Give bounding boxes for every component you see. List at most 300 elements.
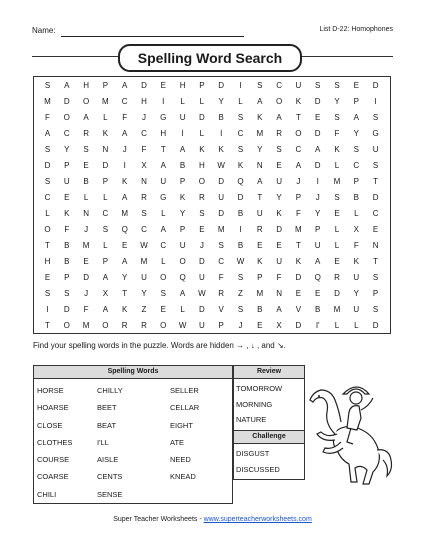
spelling-word: HOARSE xyxy=(37,403,69,413)
grid-letter: A xyxy=(122,257,128,266)
grid-letter: L xyxy=(83,193,89,202)
grid-letter: G xyxy=(160,193,167,202)
spelling-words-header: Spelling Words xyxy=(34,366,232,379)
grid-letter: S xyxy=(372,273,379,282)
grid-letter: A xyxy=(83,113,89,122)
grid-letter: F xyxy=(276,273,282,282)
grid-letter: K xyxy=(353,257,359,266)
grid-letter: D xyxy=(295,321,302,330)
grid-letter: O xyxy=(275,97,283,106)
grid-letter: B xyxy=(218,113,224,122)
grid-letter: R xyxy=(83,129,89,138)
grid-letter: J xyxy=(315,193,320,202)
grid-letter: Y xyxy=(276,193,282,202)
spelling-word: CLOTHES xyxy=(37,437,73,447)
grid-letter: S xyxy=(44,177,51,186)
grid-letter: C xyxy=(141,225,147,234)
grid-letter: K xyxy=(257,257,263,266)
grid-letter: A xyxy=(64,81,70,90)
grid-letter: H xyxy=(44,257,51,266)
grid-letter: P xyxy=(64,273,70,282)
grid-letter: Q xyxy=(237,177,244,186)
grid-letter: I xyxy=(374,97,377,106)
spelling-words-body xyxy=(34,379,232,503)
grid-row xyxy=(34,286,390,302)
grid-row xyxy=(34,206,390,222)
grid-letter: E xyxy=(44,273,51,282)
footer-link[interactable]: www.superteacherworksheets.com xyxy=(203,516,312,523)
grid-letter: P xyxy=(179,225,186,234)
grid-letter: O xyxy=(198,177,205,186)
grid-letter: E xyxy=(257,321,263,330)
grid-row xyxy=(34,270,390,286)
grid-letter: T xyxy=(373,257,379,266)
grid-letter: D xyxy=(237,193,244,202)
grid-letter: B xyxy=(179,161,186,170)
grid-row xyxy=(34,238,390,254)
grid-letter: A xyxy=(122,193,128,202)
grid-letter: M xyxy=(256,289,264,298)
grid-letter: I xyxy=(220,129,223,138)
grid-letter: H xyxy=(141,97,147,106)
page-footer xyxy=(0,516,425,523)
grid-row xyxy=(34,110,390,126)
grid-letter: Z xyxy=(141,305,147,314)
grid-letter: Z xyxy=(238,289,243,298)
grid-row xyxy=(34,126,390,142)
grid-letter: L xyxy=(103,241,108,250)
grid-letter: D xyxy=(276,225,282,234)
grid-letter: Y xyxy=(315,209,321,218)
grid-letter: B xyxy=(64,241,70,250)
grid-letter: R xyxy=(141,321,147,330)
grid-letter: R xyxy=(334,273,340,282)
grid-letter: B xyxy=(315,305,321,314)
grid-letter: B xyxy=(83,177,89,186)
grid-letter: C xyxy=(237,129,244,138)
grid-letter: S xyxy=(102,225,109,234)
grid-letter: A xyxy=(257,97,263,106)
grid-letter: T xyxy=(295,241,301,250)
grid-letter: K xyxy=(276,209,282,218)
grid-letter: U xyxy=(199,273,205,282)
grid-letter: D xyxy=(199,257,205,266)
grid-letter: E xyxy=(353,81,359,90)
grid-letter: X xyxy=(353,225,359,234)
spelling-words-table xyxy=(33,365,233,504)
grid-letter: I xyxy=(46,305,49,314)
grid-letter: H xyxy=(160,129,167,138)
grid-letter: O xyxy=(160,321,167,330)
grid-letter: O xyxy=(63,321,70,330)
grid-letter: F xyxy=(83,305,89,314)
review-word: MORNING xyxy=(236,399,273,409)
grid-letter: T xyxy=(373,177,379,186)
grid-letter: R xyxy=(141,193,147,202)
spelling-word: I'LL xyxy=(97,437,109,447)
spelling-word: BEAT xyxy=(97,420,117,430)
grid-row xyxy=(34,302,390,318)
grid-letter: D xyxy=(141,81,147,90)
grid-letter: T xyxy=(257,193,263,202)
grid-letter: K xyxy=(334,145,340,154)
grid-letter: P xyxy=(353,97,359,106)
grid-letter: T xyxy=(45,241,50,250)
grid-letter: U xyxy=(218,193,225,202)
spelling-word: SELLER xyxy=(170,386,199,395)
grid-row xyxy=(34,190,390,206)
grid-letter: S xyxy=(218,241,224,250)
grid-letter: E xyxy=(276,161,282,170)
grid-letter: P xyxy=(102,257,109,266)
grid-letter: A xyxy=(122,81,128,90)
grid-letter: S xyxy=(315,81,321,90)
grid-letter: N xyxy=(256,161,263,170)
grid-letter: F xyxy=(45,113,50,122)
grid-letter: S xyxy=(372,113,379,122)
grid-letter: W xyxy=(217,161,225,170)
grid-letter: R xyxy=(276,129,282,138)
grid-letter: M xyxy=(333,305,341,314)
page-header xyxy=(32,26,393,40)
spelling-word: COARSE xyxy=(37,472,69,482)
grid-letter: A xyxy=(102,273,109,282)
grid-letter: A xyxy=(44,129,51,138)
grid-letter: Y xyxy=(141,289,147,298)
grid-letter: P xyxy=(353,177,359,186)
grid-letter: I xyxy=(162,97,165,106)
grid-letter: P xyxy=(218,321,224,330)
grid-letter: C xyxy=(353,161,360,170)
grid-letter: U xyxy=(63,177,70,186)
grid-letter: U xyxy=(276,257,282,266)
grid-letter: D xyxy=(63,305,70,314)
grid-letter: W xyxy=(236,257,245,266)
grid-letter: O xyxy=(44,225,51,234)
grid-letter: U xyxy=(199,321,205,330)
grid-letter: S xyxy=(44,289,51,298)
grid-letter: E xyxy=(257,241,263,250)
review-header: Review xyxy=(234,366,304,379)
grid-letter: V xyxy=(218,305,224,314)
spelling-word: HORSE xyxy=(37,386,64,395)
grid-letter: E xyxy=(122,241,128,250)
grid-letter: S xyxy=(64,289,70,298)
grid-letter: O xyxy=(179,257,186,266)
challenge-word: DISCUSSED xyxy=(236,464,280,474)
grid-letter: E xyxy=(83,257,89,266)
grid-letter: E xyxy=(199,225,205,234)
grid-letter: L xyxy=(334,321,340,330)
grid-letter: U xyxy=(372,145,379,154)
grid-letter: M xyxy=(102,97,109,106)
grid-letter: D xyxy=(218,177,225,186)
grid-letter: F xyxy=(141,145,147,154)
grid-letter: T xyxy=(160,145,166,154)
grid-letter: V xyxy=(295,305,302,314)
grid-letter: I xyxy=(239,81,242,90)
grid-letter: K xyxy=(199,145,205,154)
grid-letter: X xyxy=(102,289,109,298)
spelling-word: SENSE xyxy=(97,489,123,499)
grid-letter: L xyxy=(103,113,108,122)
grid-letter: E xyxy=(160,305,166,314)
grid-letter: K xyxy=(257,113,263,122)
grid-letter: Y xyxy=(257,145,263,154)
grid-letter: P xyxy=(179,177,186,186)
grid-letter: U xyxy=(179,241,186,250)
grid-letter: C xyxy=(63,129,70,138)
cowgirl-horse-illustration xyxy=(307,372,397,487)
grid-letter: F xyxy=(64,225,70,234)
grid-letter: U xyxy=(256,209,263,218)
grid-letter: M xyxy=(333,177,341,186)
grid-letter: Q xyxy=(179,273,186,282)
grid-letter: F xyxy=(218,273,224,282)
horse-head xyxy=(310,390,341,434)
grid-letter: A xyxy=(179,145,186,154)
grid-letter: S xyxy=(160,289,166,298)
grid-letter: M xyxy=(44,97,51,106)
grid-letter: L xyxy=(354,209,359,218)
grid-letter: R xyxy=(121,321,128,330)
grid-letter: L xyxy=(180,97,185,106)
grid-letter: L xyxy=(161,209,166,218)
grid-row xyxy=(34,78,390,94)
grid-letter: E xyxy=(315,289,321,298)
grid-letter: L xyxy=(45,209,50,218)
grid-letter: J xyxy=(199,241,204,250)
grid-letter: K xyxy=(122,305,128,314)
grid-letter: E xyxy=(276,241,282,250)
review-word: TOMORROW xyxy=(236,384,283,393)
rider-body xyxy=(347,406,361,430)
grid-row xyxy=(34,158,390,174)
grid-letter: N xyxy=(83,209,89,218)
grid-letter: E xyxy=(372,225,379,234)
grid-letter: D xyxy=(314,161,321,170)
grid-letter: A xyxy=(276,305,282,314)
grid-letter: L xyxy=(354,321,359,330)
grid-letter: D xyxy=(218,209,225,218)
grid-letter: K xyxy=(295,97,302,106)
grid-letter: U xyxy=(276,177,282,186)
grid-letter: K xyxy=(218,145,224,154)
grid-letter: P xyxy=(372,289,379,298)
grid-letter: M xyxy=(82,241,90,250)
grid-letter: U xyxy=(353,305,360,314)
grid-letter: L xyxy=(334,225,340,234)
grid-letter: U xyxy=(314,241,321,250)
grid-letter: A xyxy=(160,161,166,170)
review-challenge-table xyxy=(233,365,305,480)
grid-letter: D xyxy=(102,161,109,170)
grid-letter: T xyxy=(122,289,128,298)
grid-letter: R xyxy=(256,225,263,234)
grid-letter: I' xyxy=(315,321,320,330)
spelling-word: AISLE xyxy=(97,455,119,465)
grid-letter: C xyxy=(276,81,282,90)
grid-letter: C xyxy=(218,257,225,266)
grid-letter: A xyxy=(276,113,282,122)
grid-letter: K xyxy=(64,209,70,218)
grid-letter: P xyxy=(102,81,109,90)
grid-letter: P xyxy=(315,225,321,234)
grid-letter: C xyxy=(295,145,302,154)
grid-letter: B xyxy=(353,193,359,202)
grid-letter: C xyxy=(44,193,51,202)
spelling-word: CHILI xyxy=(37,489,57,499)
grid-letter: R xyxy=(218,289,225,298)
grid-letter: P xyxy=(199,81,205,90)
spelling-word: CELLAR xyxy=(170,403,200,413)
grid-letter: E xyxy=(334,209,340,218)
grid-letter: L xyxy=(238,97,243,106)
grid-letter: M xyxy=(82,321,90,330)
grid-letter: G xyxy=(160,113,167,122)
grid-letter: K xyxy=(295,257,302,266)
rider-head xyxy=(350,392,362,404)
grid-letter: E xyxy=(334,257,340,266)
grid-letter: P xyxy=(257,273,263,282)
grid-letter: D xyxy=(372,81,379,90)
grid-letter: B xyxy=(237,241,244,250)
grid-letter: D xyxy=(44,161,51,170)
grid-letter: Q xyxy=(121,225,128,234)
grid-letter: L xyxy=(180,305,185,314)
spelling-words-column-1 xyxy=(37,382,72,503)
spelling-word: CHILLY xyxy=(97,386,123,395)
grid-letter: D xyxy=(334,289,340,298)
grid-letter: A xyxy=(295,161,302,170)
grid-letter: T xyxy=(45,321,50,330)
grid-letter: O xyxy=(160,273,167,282)
grid-letter: U xyxy=(295,81,302,90)
grid-letter: S xyxy=(237,145,244,154)
grid-letter: Y xyxy=(64,145,70,154)
grid-letter: Q xyxy=(314,273,321,282)
grid-letter: S xyxy=(334,193,340,202)
challenge-header: Challenge xyxy=(234,430,304,444)
grid-letter: Y xyxy=(218,97,224,106)
grid-letter: K xyxy=(102,129,109,138)
grid-letter: W xyxy=(198,289,206,298)
grid-letter: Y xyxy=(179,209,186,218)
horse-body xyxy=(333,426,379,484)
grid-row xyxy=(34,222,390,238)
grid-letter: M xyxy=(140,257,148,266)
rider-arm xyxy=(361,398,373,410)
grid-letter: M xyxy=(121,209,129,218)
grid-letter: L xyxy=(103,193,108,202)
instructions-text: Find your spelling words in the puzzle. Words are hidden → , ↓ , and ↘. xyxy=(33,341,286,350)
grid-letter: S xyxy=(372,161,379,170)
grid-letter: A xyxy=(122,129,128,138)
grid-letter: R xyxy=(199,193,205,202)
grid-letter: K xyxy=(237,161,244,170)
horse-eye xyxy=(318,395,320,397)
grid-letter: L xyxy=(334,161,340,170)
grid-letter: F xyxy=(353,241,359,250)
grid-letter: L xyxy=(199,129,205,138)
footer-prefix: Super Teacher Worksheets - xyxy=(113,516,204,523)
grid-row xyxy=(34,174,390,190)
grid-letter: S xyxy=(44,81,51,90)
grid-letter: C xyxy=(141,129,147,138)
grid-letter: S xyxy=(237,113,244,122)
spelling-word: CLOSE xyxy=(37,420,63,430)
grid-letter: F xyxy=(334,129,340,138)
grid-letter: O xyxy=(295,129,302,138)
grid-letter: I xyxy=(123,161,126,170)
grid-letter: U xyxy=(141,273,147,282)
grid-letter: X xyxy=(141,161,147,170)
grid-letter: C xyxy=(121,97,128,106)
list-label: List D-22: Homophones xyxy=(319,26,393,33)
grid-letter: B xyxy=(257,305,263,314)
grid-letter: J xyxy=(142,113,146,122)
name-label: Name: xyxy=(32,26,56,35)
grid-letter: D xyxy=(199,113,205,122)
grid-letter: D xyxy=(199,305,205,314)
page-title: Spelling Word Search xyxy=(118,44,302,72)
grid-letter: S xyxy=(237,305,244,314)
grid-letter: D xyxy=(63,97,70,106)
grid-letter: Y xyxy=(122,273,128,282)
grid-letter: S xyxy=(83,145,89,154)
grid-letter: E xyxy=(83,161,89,170)
grid-row xyxy=(34,318,390,334)
challenge-word: DISGUST xyxy=(236,449,270,459)
grid-letter: N xyxy=(276,289,282,298)
grid-letter: F xyxy=(122,113,128,122)
grid-letter: U xyxy=(160,177,167,186)
name-input-line[interactable] xyxy=(61,36,244,37)
grid-letter: C xyxy=(102,209,109,218)
grid-letter: J xyxy=(84,225,89,234)
grid-letter: M xyxy=(217,225,225,234)
grid-letter: A xyxy=(257,177,263,186)
grid-letter: P xyxy=(102,177,109,186)
grid-row xyxy=(34,254,390,270)
grid-letter: S xyxy=(141,209,147,218)
grid-letter: F xyxy=(295,209,301,218)
grid-letter: O xyxy=(102,321,109,330)
grid-letter: E xyxy=(64,193,70,202)
grid-letter: D xyxy=(295,273,302,282)
grid-letter: D xyxy=(372,321,379,330)
grid-letter: U xyxy=(179,113,186,122)
grid-letter: D xyxy=(314,97,321,106)
grid-letter: A xyxy=(102,305,109,314)
grid-letter: D xyxy=(372,193,379,202)
grid-letter: Y xyxy=(334,97,340,106)
grid-letter: C xyxy=(160,241,167,250)
grid-letter: K xyxy=(179,193,186,202)
grid-letter: S xyxy=(199,209,205,218)
grid-letter: O xyxy=(82,97,90,106)
grid-letter: S xyxy=(237,273,244,282)
spelling-word: ATE xyxy=(170,437,185,447)
spelling-word: CENTS xyxy=(97,472,123,482)
review-word: NATURE xyxy=(236,415,267,425)
grid-letter: A xyxy=(315,145,321,154)
grid-letter: B xyxy=(64,257,70,266)
grid-letter: H xyxy=(83,81,89,90)
grid-row xyxy=(34,94,390,110)
grid-letter: U xyxy=(353,273,360,282)
review-words xyxy=(234,379,304,430)
